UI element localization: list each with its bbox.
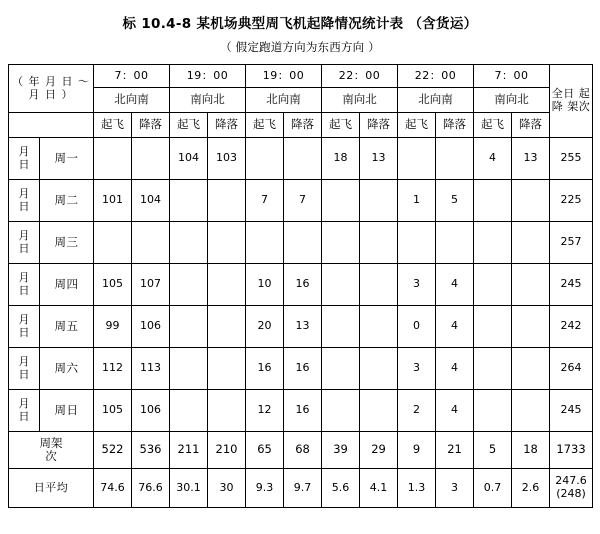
row-5-cell-2 [170, 348, 208, 390]
row-1-cell-9: 5 [436, 180, 474, 222]
row-1-day: 日 [18, 199, 30, 213]
row-1-cell-7 [360, 180, 398, 222]
row-0-month: 月 [18, 144, 30, 158]
weekly-sum-cell-7: 29 [360, 432, 398, 469]
row-5-cell-4: 16 [246, 348, 284, 390]
row-1-month: 月 [18, 186, 30, 200]
row-2-monthday [9, 222, 40, 264]
row-0-cell-5 [284, 138, 322, 180]
row-3-cell-9: 4 [436, 264, 474, 306]
row-4-cell-10 [474, 306, 512, 348]
total-header-line-2: 架次 [567, 100, 591, 113]
row-6-cell-2 [170, 390, 208, 432]
row-0-cell-2: 104 [170, 138, 208, 180]
row-2-day: 日 [18, 241, 30, 255]
row-6-cell-4: 12 [246, 390, 284, 432]
row-1-cell-6 [322, 180, 360, 222]
time-group-2-start: 22：00 [398, 65, 474, 88]
total-column-header [550, 65, 593, 138]
row-2-cell-5 [284, 222, 322, 264]
daily-average-cell-0: 74.6 [94, 469, 132, 508]
row-4-cell-11 [512, 306, 550, 348]
direction-header-2: 北向南 [246, 88, 322, 113]
row-4-cell-4: 20 [246, 306, 284, 348]
row-2-cell-4 [246, 222, 284, 264]
table-row [9, 264, 593, 306]
op-header-11: 降落 [512, 113, 550, 138]
row-2-dayname: 周三 [40, 222, 94, 264]
time-group-1-end: 22：00 [322, 65, 398, 88]
row-3-cell-0: 105 [94, 264, 132, 306]
time-group-1-start: 19：00 [246, 65, 322, 88]
row-3-cell-1: 107 [132, 264, 170, 306]
weekly-sum-cell-1: 536 [132, 432, 170, 469]
weekly-sum-cell-5: 68 [284, 432, 322, 469]
page-title: 标 10.4-8 某机场典型周飞机起降情况统计表 （含货运） [122, 16, 478, 32]
row-6-cell-0: 105 [94, 390, 132, 432]
row-0-cell-0 [94, 138, 132, 180]
row-2-cell-9 [436, 222, 474, 264]
row-0-cell-1 [132, 138, 170, 180]
row-0-cell-9 [436, 138, 474, 180]
weekly-sum-label-line-0: 周架 [39, 435, 63, 450]
time-group-0-end: 19：00 [170, 65, 246, 88]
daily-average-cell-9: 3 [436, 469, 474, 508]
row-0-total: 255 [550, 138, 593, 180]
row-1-cell-11 [512, 180, 550, 222]
weekly-sum-cell-10: 5 [474, 432, 512, 469]
daily-average-total [550, 469, 593, 508]
row-4-day: 日 [18, 325, 30, 339]
daily-average-total-line-0: 247.6 [555, 474, 587, 488]
row-6-cell-10 [474, 390, 512, 432]
daily-average-total-line-1: (248) [556, 487, 586, 500]
daily-average-cell-4: 9.3 [246, 469, 284, 508]
header-row-direction [9, 88, 593, 113]
row-3-cell-11 [512, 264, 550, 306]
row-3-day: 日 [18, 283, 30, 297]
row-5-cell-0: 112 [94, 348, 132, 390]
row-4-cell-6 [322, 306, 360, 348]
daily-average-row [9, 469, 593, 508]
op-header-4: 起飞 [246, 113, 284, 138]
table-row [9, 390, 593, 432]
row-1-cell-3 [208, 180, 246, 222]
row-1-dayname: 周二 [40, 180, 94, 222]
op-header-0: 起飞 [94, 113, 132, 138]
table-row [9, 306, 593, 348]
row-4-monthday [9, 306, 40, 348]
row-0-dayname: 周一 [40, 138, 94, 180]
row-2-cell-1 [132, 222, 170, 264]
daily-average-label: 日平均 [9, 469, 94, 508]
row-2-cell-10 [474, 222, 512, 264]
row-0-day: 日 [18, 157, 30, 171]
row-3-month: 月 [18, 270, 30, 284]
row-6-cell-1: 106 [132, 390, 170, 432]
row-4-cell-3 [208, 306, 246, 348]
row-5-day: 日 [18, 367, 30, 381]
row-3-dayname: 周四 [40, 264, 94, 306]
row-3-cell-7 [360, 264, 398, 306]
row-5-cell-7 [360, 348, 398, 390]
op-header-2: 起飞 [170, 113, 208, 138]
weekly-sum-cell-3: 210 [208, 432, 246, 469]
table-row [9, 180, 593, 222]
header-row-time [9, 65, 593, 88]
row-3-monthday [9, 264, 40, 306]
daily-average-cell-5: 9.7 [284, 469, 322, 508]
weekly-sum-cell-8: 9 [398, 432, 436, 469]
row-3-cell-10 [474, 264, 512, 306]
row-2-cell-6 [322, 222, 360, 264]
direction-header-4: 北向南 [398, 88, 474, 113]
row-2-cell-7 [360, 222, 398, 264]
row-5-total: 264 [550, 348, 593, 390]
row-0-cell-4 [246, 138, 284, 180]
row-1-cell-8: 1 [398, 180, 436, 222]
row-0-cell-10: 4 [474, 138, 512, 180]
total-header-line-1: 起降 [551, 87, 591, 113]
row-4-total: 242 [550, 306, 593, 348]
table-row [9, 222, 593, 264]
row-4-cell-8: 0 [398, 306, 436, 348]
date-range-cell: （ 年 月 日 ～ 月 日 ） [9, 65, 94, 113]
weekly-sum-row [9, 432, 593, 469]
daily-average-cell-6: 5.6 [322, 469, 360, 508]
row-1-monthday [9, 180, 40, 222]
table-row [9, 138, 593, 180]
row-4-cell-0: 99 [94, 306, 132, 348]
row-4-cell-1: 106 [132, 306, 170, 348]
header-row-operation [9, 113, 593, 138]
row-4-cell-5: 13 [284, 306, 322, 348]
row-6-total: 245 [550, 390, 593, 432]
weekly-sum-label-line-1: 次 [45, 449, 57, 463]
row-2-cell-11 [512, 222, 550, 264]
time-group-0-start: 7：00 [94, 65, 170, 88]
row-3-cell-5: 16 [284, 264, 322, 306]
op-header-10: 起飞 [474, 113, 512, 138]
weekly-sum-cell-11: 18 [512, 432, 550, 469]
row-0-cell-7: 13 [360, 138, 398, 180]
row-1-cell-5: 7 [284, 180, 322, 222]
row-0-monthday [9, 138, 40, 180]
row-6-cell-11 [512, 390, 550, 432]
row-5-cell-5: 16 [284, 348, 322, 390]
row-3-cell-2 [170, 264, 208, 306]
weekly-sum-cell-9: 21 [436, 432, 474, 469]
row-2-cell-3 [208, 222, 246, 264]
row-0-cell-11: 13 [512, 138, 550, 180]
row-6-cell-7 [360, 390, 398, 432]
row-2-month: 月 [18, 228, 30, 242]
row-3-cell-3 [208, 264, 246, 306]
weekly-sum-cell-0: 522 [94, 432, 132, 469]
op-header-6: 起飞 [322, 113, 360, 138]
row-5-cell-1: 113 [132, 348, 170, 390]
daily-average-cell-7: 4.1 [360, 469, 398, 508]
row-1-cell-0: 101 [94, 180, 132, 222]
daily-average-cell-1: 76.6 [132, 469, 170, 508]
row-5-cell-10 [474, 348, 512, 390]
op-header-8: 起飞 [398, 113, 436, 138]
table-row [9, 348, 593, 390]
row-0-cell-6: 18 [322, 138, 360, 180]
op-header-1: 降落 [132, 113, 170, 138]
time-group-2-end: 7：00 [474, 65, 550, 88]
row-6-cell-5: 16 [284, 390, 322, 432]
row-5-cell-11 [512, 348, 550, 390]
flight-statistics-table [8, 64, 593, 508]
row-2-cell-2 [170, 222, 208, 264]
row-6-day: 日 [18, 409, 30, 423]
daily-average-cell-10: 0.7 [474, 469, 512, 508]
row-0-cell-8 [398, 138, 436, 180]
direction-header-1: 南向北 [170, 88, 246, 113]
row-6-cell-8: 2 [398, 390, 436, 432]
op-header-9: 降落 [436, 113, 474, 138]
op-header-5: 降落 [284, 113, 322, 138]
row-1-cell-10 [474, 180, 512, 222]
row-1-cell-1: 104 [132, 180, 170, 222]
row-2-cell-8 [398, 222, 436, 264]
row-3-cell-6 [322, 264, 360, 306]
weekly-sum-cell-6: 39 [322, 432, 360, 469]
row-6-cell-6 [322, 390, 360, 432]
row-4-cell-7 [360, 306, 398, 348]
row-5-cell-6 [322, 348, 360, 390]
row-5-month: 月 [18, 354, 30, 368]
month-day-header [9, 113, 94, 138]
daily-average-cell-3: 30 [208, 469, 246, 508]
direction-header-3: 南向北 [322, 88, 398, 113]
row-2-cell-0 [94, 222, 132, 264]
row-4-cell-2 [170, 306, 208, 348]
weekly-sum-cell-4: 65 [246, 432, 284, 469]
row-1-cell-4: 7 [246, 180, 284, 222]
page-subtitle: （ 假定跑道方向为东西方向 ） [220, 40, 380, 54]
weekly-sum-total: 1733 [550, 432, 593, 469]
row-3-total: 245 [550, 264, 593, 306]
daily-average-cell-11: 2.6 [512, 469, 550, 508]
row-4-dayname: 周五 [40, 306, 94, 348]
direction-header-0: 北向南 [94, 88, 170, 113]
op-header-7: 降落 [360, 113, 398, 138]
row-1-cell-2 [170, 180, 208, 222]
row-5-cell-8: 3 [398, 348, 436, 390]
row-4-month: 月 [18, 312, 30, 326]
daily-average-cell-2: 30.1 [170, 469, 208, 508]
row-1-total: 225 [550, 180, 593, 222]
row-5-dayname: 周六 [40, 348, 94, 390]
row-3-cell-4: 10 [246, 264, 284, 306]
weekly-sum-label [9, 432, 94, 469]
row-6-cell-9: 4 [436, 390, 474, 432]
row-3-cell-8: 3 [398, 264, 436, 306]
op-header-3: 降落 [208, 113, 246, 138]
weekly-sum-cell-2: 211 [170, 432, 208, 469]
direction-header-5: 南向北 [474, 88, 550, 113]
row-6-dayname: 周日 [40, 390, 94, 432]
row-6-monthday [9, 390, 40, 432]
row-5-cell-9: 4 [436, 348, 474, 390]
row-4-cell-9: 4 [436, 306, 474, 348]
row-6-month: 月 [18, 396, 30, 410]
row-5-monthday [9, 348, 40, 390]
row-6-cell-3 [208, 390, 246, 432]
row-2-total: 257 [550, 222, 593, 264]
row-5-cell-3 [208, 348, 246, 390]
row-0-cell-3: 103 [208, 138, 246, 180]
total-header-line-0: 全日 [551, 87, 575, 101]
daily-average-cell-8: 1.3 [398, 469, 436, 508]
